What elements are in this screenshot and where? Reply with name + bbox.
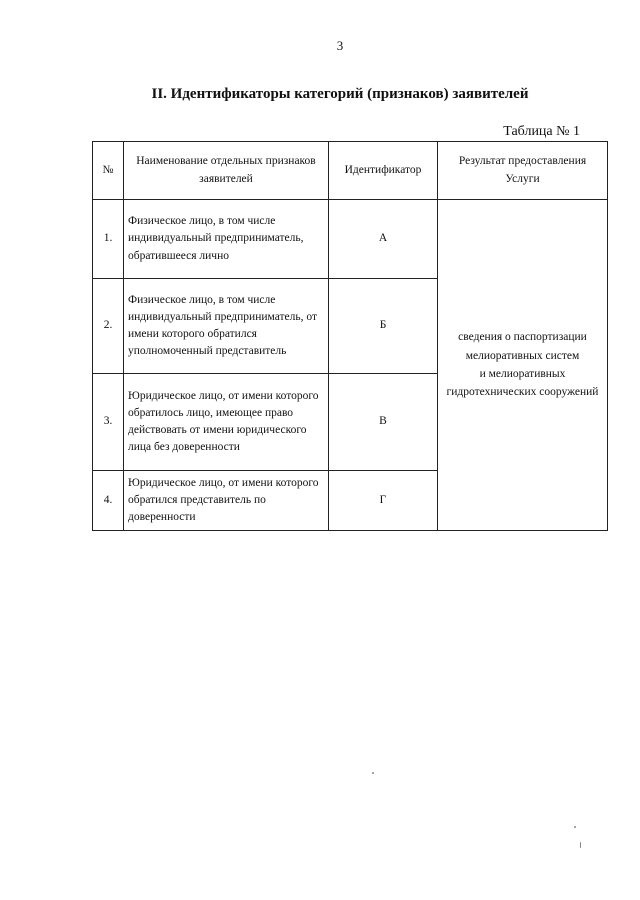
header-result: Результат предоставления Услуги [438, 142, 608, 200]
scan-speck [580, 842, 581, 848]
table-caption: Таблица № 1 [503, 124, 580, 139]
table-header-row [93, 142, 608, 200]
result-line: сведения о паспортизации [458, 331, 587, 344]
header-identifier: Идентификатор [329, 142, 438, 200]
scan-speck [372, 772, 374, 774]
row-num: 4. [93, 471, 124, 531]
row-name: Физическое лицо, в том числе индивидуальный предприниматель, от имени которого обратился уполномоченный представитель [124, 279, 329, 374]
table-row [93, 200, 608, 279]
scan-speck [574, 826, 576, 828]
row-num: 1. [93, 200, 124, 279]
applicant-identifiers-table [92, 141, 608, 531]
result-line: мелиоративных систем [465, 349, 580, 362]
result-cell [438, 200, 608, 531]
result-line: гидротехнических сооружений [446, 386, 599, 399]
header-name: Наименование отдельных признаков заявителей [124, 142, 329, 200]
row-identifier: Г [329, 471, 438, 531]
result-line: и мелиоративных [479, 368, 566, 380]
header-num: № [93, 142, 124, 200]
row-identifier: А [329, 200, 438, 279]
page-number: 3 [336, 38, 344, 53]
row-identifier: Б [329, 279, 438, 374]
section-title: II. Идентификаторы категорий (признаков) заявителей [151, 86, 529, 102]
row-name: Юридическое лицо, от имени которого обратился представитель по доверенности [124, 471, 329, 531]
row-name: Юридическое лицо, от имени которого обратилось лицо, имеющее право действовать от имени юридического лица без доверенности [124, 374, 329, 471]
row-name: Физическое лицо, в том числе индивидуальный предприниматель, обратившееся лично [124, 200, 329, 279]
row-num: 2. [93, 279, 124, 374]
row-identifier: В [329, 374, 438, 471]
row-num: 3. [93, 374, 124, 471]
